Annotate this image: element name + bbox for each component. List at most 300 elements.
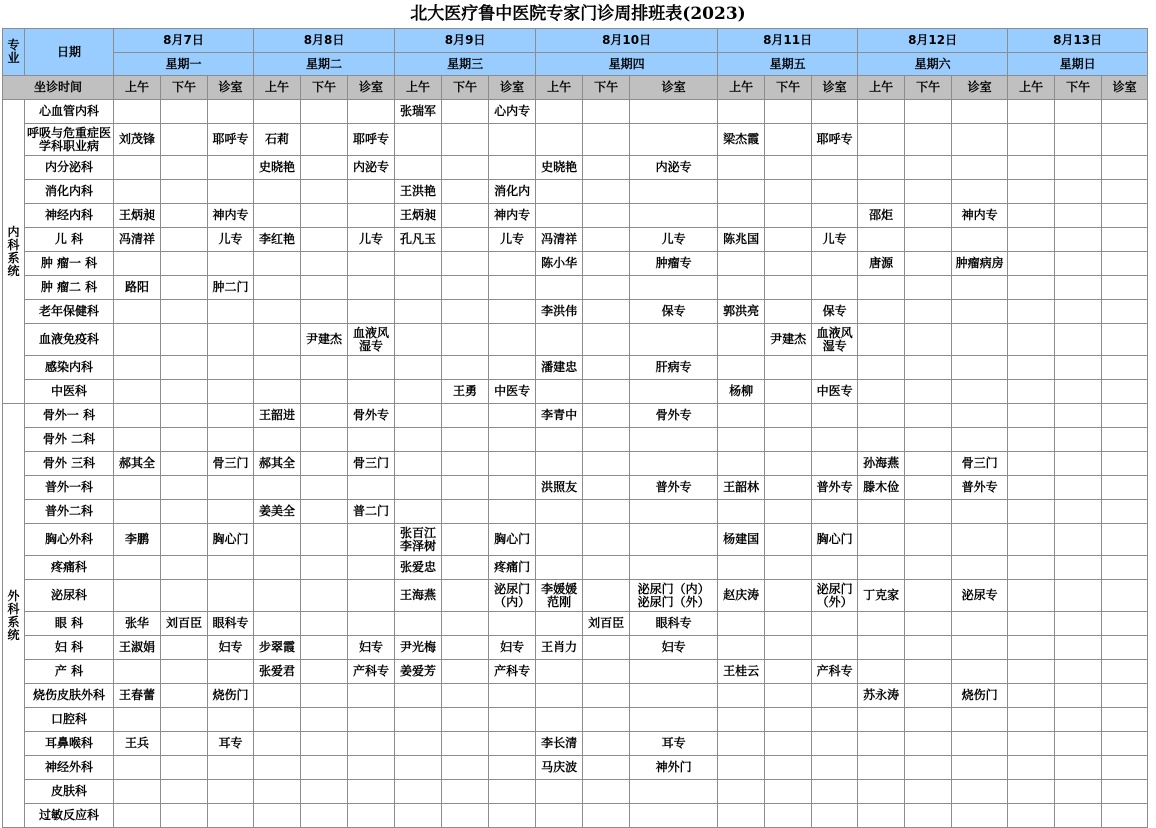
schedule-cell	[812, 612, 858, 636]
schedule-cell	[536, 100, 583, 124]
schedule-cell: 冯清祥	[114, 228, 161, 252]
schedule-cell	[442, 780, 489, 804]
schedule-cell	[1008, 780, 1055, 804]
schedule-cell	[301, 732, 348, 756]
table-row	[3, 500, 1148, 524]
schedule-cell	[254, 612, 301, 636]
schedule-cell: 妇专	[348, 636, 395, 660]
schedule-cell	[1008, 276, 1055, 300]
schedule-cell	[718, 732, 765, 756]
schedule-cell	[1055, 452, 1102, 476]
pm-header: 下午	[1055, 76, 1102, 100]
schedule-cell: 王桂云	[718, 660, 765, 684]
schedule-cell	[208, 380, 254, 404]
schedule-cell: 冯清祥	[536, 228, 583, 252]
schedule-cell	[1055, 684, 1102, 708]
schedule-cell	[536, 780, 583, 804]
schedule-cell	[1055, 556, 1102, 580]
department-name: 普外一科	[25, 476, 114, 500]
schedule-cell	[208, 180, 254, 204]
schedule-cell	[952, 708, 1008, 732]
schedule-cell	[208, 804, 254, 828]
department-name: 呼吸与危重症医学科职业病	[25, 124, 114, 156]
schedule-cell	[583, 556, 630, 580]
department-name: 骨外 二科	[25, 428, 114, 452]
schedule-cell: 泌尿门（内） 泌尿门（外）	[630, 580, 718, 612]
schedule-cell	[442, 612, 489, 636]
schedule-cell	[1008, 660, 1055, 684]
schedule-cell	[301, 428, 348, 452]
schedule-cell: 神内专	[489, 204, 536, 228]
schedule-cell: 耳专	[208, 732, 254, 756]
schedule-cell	[858, 708, 905, 732]
schedule-cell	[114, 476, 161, 500]
schedule-cell	[114, 804, 161, 828]
schedule-cell	[489, 156, 536, 180]
schedule-cell: 郭洪亮	[718, 300, 765, 324]
schedule-cell	[114, 180, 161, 204]
schedule-cell	[161, 100, 208, 124]
schedule-cell	[905, 660, 952, 684]
schedule-cell: 产科专	[489, 660, 536, 684]
schedule-cell: 王韶进	[254, 404, 301, 428]
schedule-cell	[1008, 100, 1055, 124]
schedule-cell: 泌尿门（内）	[489, 580, 536, 612]
schedule-cell	[161, 428, 208, 452]
schedule-cell	[489, 732, 536, 756]
schedule-cell	[161, 180, 208, 204]
schedule-cell: 郝其全	[254, 452, 301, 476]
schedule-cell	[536, 556, 583, 580]
schedule-cell: 胸心门	[208, 524, 254, 556]
schedule-cell	[718, 452, 765, 476]
schedule-cell	[718, 324, 765, 356]
schedule-cell	[765, 356, 812, 380]
schedule-cell	[395, 324, 442, 356]
schedule-cell	[348, 804, 395, 828]
schedule-cell	[348, 612, 395, 636]
schedule-cell	[1102, 428, 1148, 452]
schedule-cell: 儿专	[208, 228, 254, 252]
schedule-cell: 疼痛门	[489, 556, 536, 580]
schedule-cell: 骨外专	[630, 404, 718, 428]
schedule-cell	[858, 228, 905, 252]
schedule-cell	[348, 204, 395, 228]
schedule-cell	[718, 100, 765, 124]
room-header: 诊室	[952, 76, 1008, 100]
schedule-cell	[1102, 452, 1148, 476]
schedule-cell	[858, 780, 905, 804]
schedule-cell	[765, 500, 812, 524]
schedule-cell: 儿专	[489, 228, 536, 252]
schedule-cell	[348, 356, 395, 380]
schedule-cell	[161, 780, 208, 804]
schedule-cell	[952, 780, 1008, 804]
schedule-cell	[442, 100, 489, 124]
schedule-cell	[1055, 156, 1102, 180]
schedule-cell	[536, 324, 583, 356]
schedule-cell	[1055, 404, 1102, 428]
schedule-cell	[1102, 228, 1148, 252]
category-surgical: 外 科 系 统	[3, 404, 25, 828]
schedule-cell: 骨三门	[348, 452, 395, 476]
schedule-cell: 神外门	[630, 756, 718, 780]
schedule-cell	[952, 500, 1008, 524]
schedule-cell	[630, 660, 718, 684]
schedule-cell	[536, 180, 583, 204]
schedule-cell	[301, 276, 348, 300]
schedule-cell	[395, 612, 442, 636]
schedule-cell: 胸心门	[812, 524, 858, 556]
schedule-cell	[489, 252, 536, 276]
schedule-cell	[812, 252, 858, 276]
schedule-cell	[161, 500, 208, 524]
schedule-cell	[442, 228, 489, 252]
schedule-cell	[952, 124, 1008, 156]
schedule-cell	[812, 428, 858, 452]
schedule-cell	[114, 100, 161, 124]
schedule-cell	[348, 252, 395, 276]
schedule-cell	[718, 204, 765, 228]
schedule-cell	[858, 636, 905, 660]
room-header: 诊室	[489, 76, 536, 100]
schedule-cell	[1008, 404, 1055, 428]
date-header-cell: 8月7日	[114, 29, 254, 53]
schedule-cell	[254, 524, 301, 556]
schedule-cell	[536, 612, 583, 636]
department-name: 儿 科	[25, 228, 114, 252]
schedule-cell	[1055, 356, 1102, 380]
schedule-cell	[583, 500, 630, 524]
schedule-cell	[1008, 732, 1055, 756]
schedule-cell: 耶呼专	[812, 124, 858, 156]
schedule-cell: 神内专	[208, 204, 254, 228]
schedule-cell	[395, 500, 442, 524]
schedule-cell	[161, 556, 208, 580]
schedule-cell: 泌尿专	[952, 580, 1008, 612]
department-name: 普外二科	[25, 500, 114, 524]
schedule-cell: 耶呼专	[348, 124, 395, 156]
schedule-cell	[812, 404, 858, 428]
schedule-cell: 产科专	[348, 660, 395, 684]
schedule-cell: 孙海燕	[858, 452, 905, 476]
schedule-cell	[1008, 428, 1055, 452]
table-row	[3, 100, 1148, 124]
schedule-cell: 陈兆国	[718, 228, 765, 252]
schedule-cell	[905, 580, 952, 612]
schedule-cell: 肝病专	[630, 356, 718, 380]
schedule-cell	[395, 124, 442, 156]
schedule-cell	[718, 404, 765, 428]
department-name: 肿 瘤二 科	[25, 276, 114, 300]
schedule-cell: 陈小华	[536, 252, 583, 276]
schedule-cell	[161, 580, 208, 612]
schedule-cell: 滕木俭	[858, 476, 905, 500]
schedule-cell	[630, 452, 718, 476]
schedule-cell	[301, 476, 348, 500]
am-header: 上午	[114, 76, 161, 100]
schedule-cell	[348, 380, 395, 404]
schedule-cell	[114, 556, 161, 580]
schedule-cell	[114, 300, 161, 324]
schedule-cell	[114, 324, 161, 356]
schedule-cell	[1008, 804, 1055, 828]
schedule-cell	[254, 580, 301, 612]
schedule-cell	[765, 252, 812, 276]
schedule-cell	[536, 708, 583, 732]
schedule-cell	[718, 356, 765, 380]
schedule-cell	[1055, 780, 1102, 804]
table-row	[3, 756, 1148, 780]
schedule-cell	[301, 380, 348, 404]
time-header: 坐诊时间	[3, 76, 114, 100]
schedule-cell	[114, 660, 161, 684]
schedule-cell	[858, 380, 905, 404]
schedule-cell	[630, 708, 718, 732]
schedule-cell	[905, 100, 952, 124]
schedule-cell	[114, 156, 161, 180]
schedule-cell: 保专	[630, 300, 718, 324]
room-header: 诊室	[630, 76, 718, 100]
schedule-cell	[1102, 732, 1148, 756]
schedule-cell	[348, 684, 395, 708]
department-name: 过敏反应科	[25, 804, 114, 828]
schedule-cell: 路阳	[114, 276, 161, 300]
schedule-cell	[905, 156, 952, 180]
table-row	[3, 180, 1148, 204]
schedule-cell	[489, 356, 536, 380]
schedule-cell	[905, 276, 952, 300]
schedule-cell	[114, 708, 161, 732]
schedule-cell	[765, 276, 812, 300]
schedule-cell	[301, 180, 348, 204]
pm-header: 下午	[905, 76, 952, 100]
schedule-cell	[718, 756, 765, 780]
schedule-cell	[301, 524, 348, 556]
department-name: 骨外 三科	[25, 452, 114, 476]
schedule-cell	[208, 252, 254, 276]
schedule-cell	[254, 428, 301, 452]
schedule-cell: 杨柳	[718, 380, 765, 404]
schedule-cell	[718, 180, 765, 204]
weekday-header-cell: 星期一	[114, 53, 254, 76]
schedule-cell	[1102, 300, 1148, 324]
schedule-cell	[348, 580, 395, 612]
schedule-cell: 郝其全	[114, 452, 161, 476]
schedule-cell	[952, 660, 1008, 684]
schedule-cell	[952, 100, 1008, 124]
schedule-cell: 尹建杰	[301, 324, 348, 356]
schedule-cell: 内泌专	[630, 156, 718, 180]
department-name: 产 科	[25, 660, 114, 684]
schedule-cell	[630, 524, 718, 556]
table-row	[3, 300, 1148, 324]
schedule-cell	[858, 124, 905, 156]
schedule-cell	[812, 636, 858, 660]
schedule-cell	[208, 708, 254, 732]
schedule-cell	[114, 756, 161, 780]
schedule-cell	[858, 804, 905, 828]
schedule-cell	[765, 180, 812, 204]
schedule-cell	[208, 780, 254, 804]
schedule-cell: 妇专	[208, 636, 254, 660]
schedule-cell	[583, 156, 630, 180]
schedule-cell	[812, 156, 858, 180]
schedule-cell	[583, 804, 630, 828]
schedule-cell	[301, 124, 348, 156]
schedule-cell: 耳专	[630, 732, 718, 756]
schedule-cell	[1102, 356, 1148, 380]
schedule-cell	[1008, 500, 1055, 524]
table-row	[3, 380, 1148, 404]
schedule-cell: 张爱君	[254, 660, 301, 684]
table-row	[3, 228, 1148, 252]
table-row	[3, 476, 1148, 500]
schedule-cell	[254, 780, 301, 804]
schedule-cell: 妇专	[630, 636, 718, 660]
schedule-cell	[254, 804, 301, 828]
schedule-cell: 丁克家	[858, 580, 905, 612]
schedule-cell: 烧伤门	[208, 684, 254, 708]
department-name: 口腔科	[25, 708, 114, 732]
schedule-cell	[583, 708, 630, 732]
schedule-cell	[765, 476, 812, 500]
schedule-cell	[812, 732, 858, 756]
schedule-cell: 心内专	[489, 100, 536, 124]
schedule-cell: 李洪伟	[536, 300, 583, 324]
schedule-cell	[301, 204, 348, 228]
schedule-cell	[1055, 324, 1102, 356]
schedule-cell: 姜爱芳	[395, 660, 442, 684]
schedule-cell	[114, 404, 161, 428]
schedule-cell	[905, 780, 952, 804]
schedule-cell	[765, 756, 812, 780]
schedule-cell	[301, 684, 348, 708]
schedule-cell	[1102, 708, 1148, 732]
schedule-cell: 王勇	[442, 380, 489, 404]
schedule-cell	[858, 404, 905, 428]
department-name: 骨外一 科	[25, 404, 114, 428]
schedule-cell	[765, 660, 812, 684]
schedule-cell	[254, 252, 301, 276]
department-name: 中医科	[25, 380, 114, 404]
schedule-cell: 普外专	[952, 476, 1008, 500]
schedule-cell	[442, 556, 489, 580]
department-name: 感染内科	[25, 356, 114, 380]
schedule-cell	[765, 300, 812, 324]
schedule-cell	[1102, 476, 1148, 500]
schedule-cell	[1008, 156, 1055, 180]
schedule-cell	[905, 636, 952, 660]
table-row	[3, 556, 1148, 580]
schedule-cell	[536, 804, 583, 828]
schedule-cell: 刘茂锋	[114, 124, 161, 156]
weekday-header-cell: 星期日	[1008, 53, 1148, 76]
schedule-cell	[161, 804, 208, 828]
schedule-cell: 苏永涛	[858, 684, 905, 708]
schedule-cell	[858, 612, 905, 636]
schedule-cell	[395, 380, 442, 404]
schedule-cell	[1055, 100, 1102, 124]
schedule-cell	[254, 476, 301, 500]
table-row	[3, 276, 1148, 300]
schedule-cell	[254, 356, 301, 380]
schedule-cell	[536, 660, 583, 684]
schedule-cell	[905, 180, 952, 204]
schedule-cell	[1102, 804, 1148, 828]
schedule-cell: 血液风湿专	[812, 324, 858, 356]
schedule-cell	[442, 324, 489, 356]
schedule-cell: 王兵	[114, 732, 161, 756]
schedule-cell	[301, 580, 348, 612]
schedule-cell	[395, 156, 442, 180]
table-row	[3, 324, 1148, 356]
schedule-cell	[114, 252, 161, 276]
schedule-cell	[208, 100, 254, 124]
schedule-cell: 王韶林	[718, 476, 765, 500]
schedule-cell: 泌尿门（外）	[812, 580, 858, 612]
specialty-header: 专 业	[3, 29, 25, 76]
schedule-cell	[395, 276, 442, 300]
department-name: 肿 瘤一 科	[25, 252, 114, 276]
schedule-cell	[1102, 156, 1148, 180]
schedule-cell	[1008, 708, 1055, 732]
table-row	[3, 428, 1148, 452]
schedule-cell	[812, 180, 858, 204]
schedule-cell	[765, 684, 812, 708]
date-header-cell: 8月8日	[254, 29, 395, 53]
am-header: 上午	[536, 76, 583, 100]
schedule-cell	[114, 500, 161, 524]
schedule-cell	[630, 780, 718, 804]
schedule-cell	[208, 428, 254, 452]
schedule-cell	[858, 356, 905, 380]
schedule-cell	[254, 276, 301, 300]
schedule-cell	[1102, 580, 1148, 612]
schedule-cell	[583, 580, 630, 612]
schedule-cell	[765, 100, 812, 124]
pm-header: 下午	[583, 76, 630, 100]
schedule-cell: 张华	[114, 612, 161, 636]
schedule-cell	[254, 756, 301, 780]
schedule-cell	[718, 612, 765, 636]
schedule-cell	[905, 556, 952, 580]
schedule-cell: 王洪艳	[395, 180, 442, 204]
schedule-cell	[161, 660, 208, 684]
schedule-cell	[905, 124, 952, 156]
schedule-cell	[1102, 636, 1148, 660]
schedule-cell	[583, 524, 630, 556]
schedule-cell	[952, 524, 1008, 556]
schedule-cell	[442, 580, 489, 612]
room-header: 诊室	[1102, 76, 1148, 100]
schedule-cell	[161, 324, 208, 356]
schedule-cell	[905, 252, 952, 276]
schedule-cell	[301, 636, 348, 660]
schedule-cell: 肿二门	[208, 276, 254, 300]
schedule-cell	[536, 204, 583, 228]
schedule-cell	[952, 276, 1008, 300]
schedule-cell	[583, 404, 630, 428]
schedule-cell	[489, 612, 536, 636]
schedule-cell	[583, 428, 630, 452]
schedule-cell	[489, 780, 536, 804]
schedule-cell	[1055, 476, 1102, 500]
schedule-cell	[254, 100, 301, 124]
schedule-cell: 保专	[812, 300, 858, 324]
schedule-cell: 梁杰霞	[718, 124, 765, 156]
schedule-cell	[718, 636, 765, 660]
